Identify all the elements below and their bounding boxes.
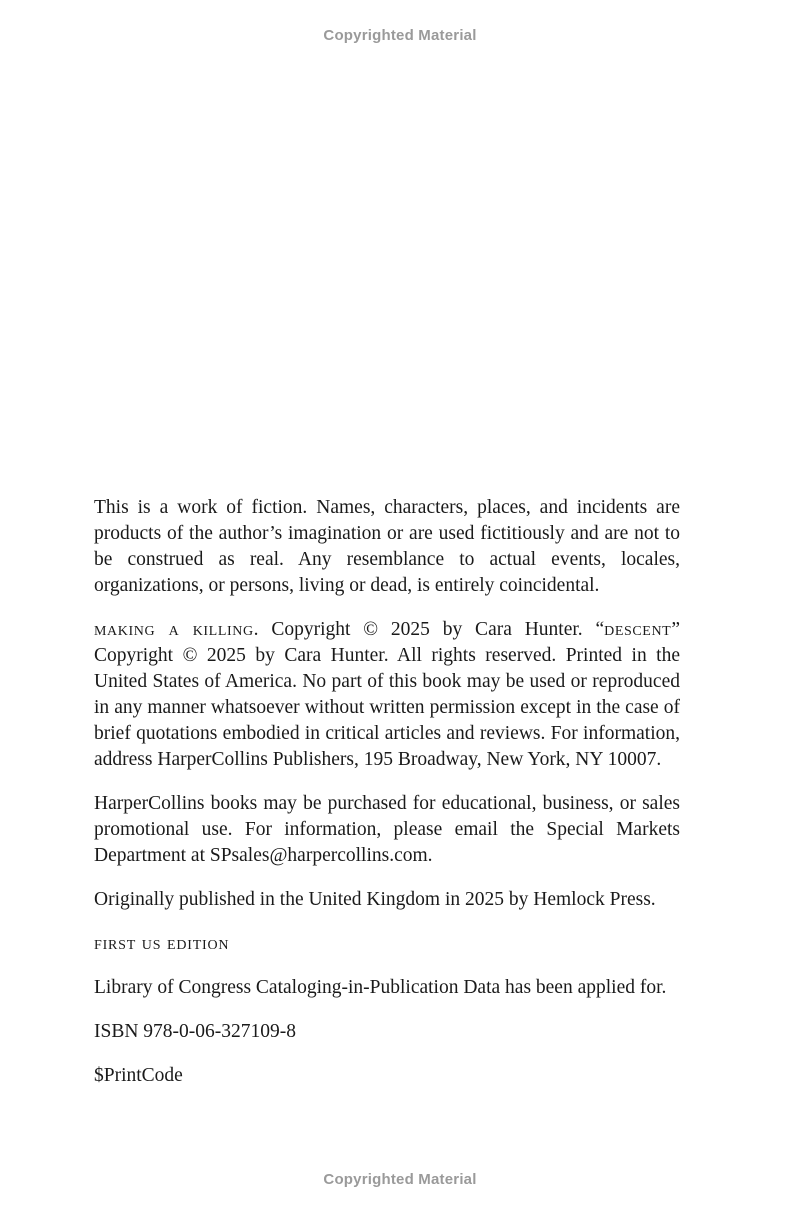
copyright-page-body xyxy=(94,495,680,1107)
special-markets-notice: HarperCollins books may be purchased for educational, business, or sales promotional use. For information, please email the Special Markets Department at SPsales@harpercollins.com. xyxy=(94,793,680,866)
isbn: ISBN 978-0-06-327109-8 xyxy=(94,1021,297,1042)
copyright-text-part2: ” Copyright © 2025 by Cara Hunter. All rights reserved. Printed in the United States of America. No part of this book may be used or reproduced in any manner whatsoever without written permission except in the case of brief quotations embodied in critical articles and reviews. For information, address HarperCollins Publishers, 195 Broadway, New York, NY 10007. xyxy=(94,619,680,770)
story-title: descent xyxy=(604,619,672,640)
original-publication: Originally published in the United Kingdom in 2025 by Hemlock Press. xyxy=(94,889,656,910)
cip-data: Library of Congress Cataloging-in-Publication Data has been applied for. xyxy=(94,977,667,998)
fiction-notice: This is a work of fiction. Names, characters, places, and incidents are products of the author’s imagination or are used fictitiously and are not to be construed as real. Any resemblance to actual events, locales, organizations, or persons, living or dead, is entirely coincidental. xyxy=(94,497,680,596)
print-code: $PrintCode xyxy=(94,1065,183,1086)
copyright-statement xyxy=(94,617,680,773)
copyright-watermark-bottom: Copyrighted Material xyxy=(323,1171,477,1188)
edition: first us edition xyxy=(94,933,230,954)
copyright-text-part1: . Copyright © 2025 by Cara Hunter. “ xyxy=(253,619,605,640)
copyright-watermark-top: Copyrighted Material xyxy=(323,27,477,44)
book-title: making a killing xyxy=(94,619,254,640)
